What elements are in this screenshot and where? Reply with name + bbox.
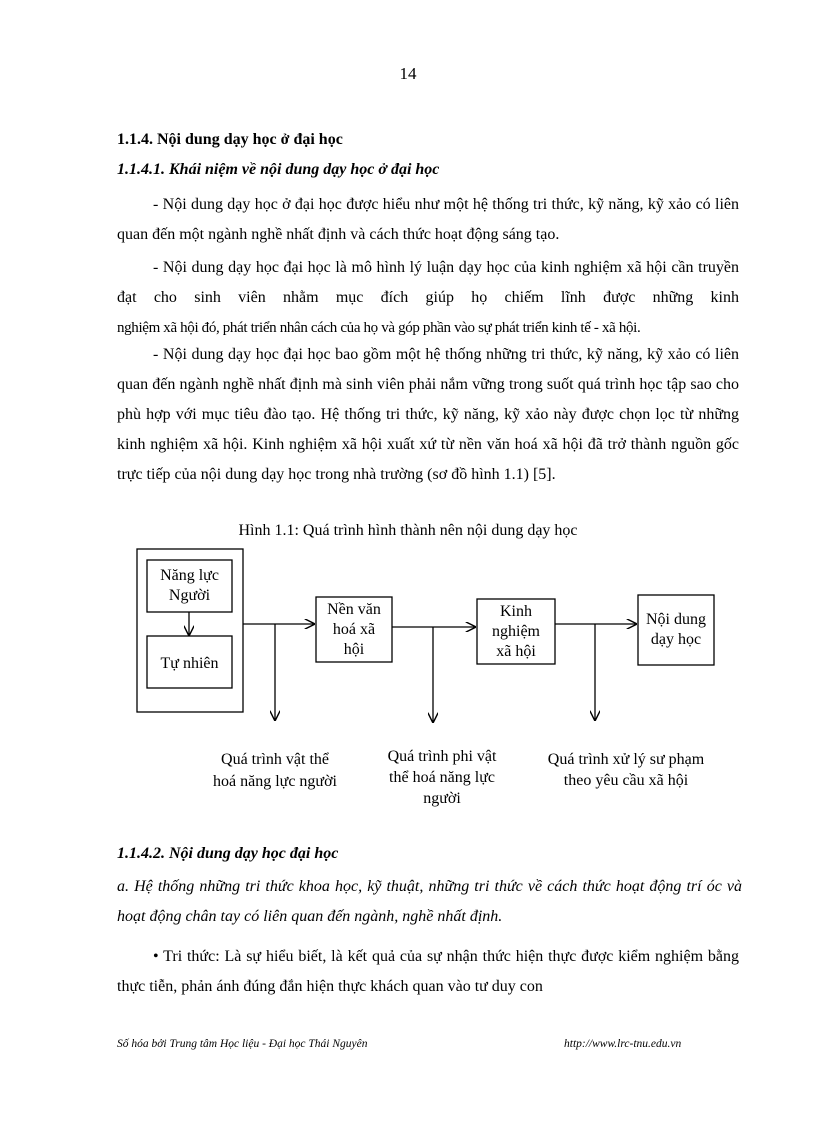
- process-label-3-line1: Quá trình xử lý sư phạm: [547, 751, 705, 768]
- box-noi-dung-line2: dạy học: [650, 631, 702, 648]
- box-noi-dung-line1: Nội dung: [646, 611, 706, 628]
- box-kinh-nghiem-line1: Kinh: [500, 603, 532, 620]
- paragraph-2-continued: nghiệm xã hội đó, phát triển nhân cách của họ và góp phần vào sự phát triển kinh tế - xã hội.: [117, 320, 641, 336]
- subsection-heading-1: 1.1.4.1. Khái niệm về nội dung dạy học ở đại học: [117, 161, 440, 178]
- box-nang-luc-line1: Năng lực: [160, 567, 219, 584]
- paragraph-3: - Nội dung dạy học đại học bao gồm một hệ thống những tri thức, kỹ năng, kỹ xảo có liên quan đến ngành nghề nhất định mà sinh viên phải nắm vững trong suốt quá trình học tập sao cho phù hợp với mục tiêu đào tạo. Hệ thống tri thức, kỹ năng, kỹ xảo này được chọn lọc từ những kinh nghiệm xã hội. Kinh nghiệm xã hội xuất xứ từ nền văn hoá xã hội đã trở thành nguồn gốc trực tiếp của nội dung dạy học trong nhà trường (sơ đồ hình 1.1) [5].: [117, 346, 739, 483]
- box-nen-van-hoa-line3: hội: [343, 641, 365, 658]
- box-nen-van-hoa-line1: Nền văn: [327, 601, 381, 618]
- paragraph-2: - Nội dung dạy học đại học là mô hình lý luận dạy học của kinh nghiệm xã hội cần truyền đạt cho sinh viên nhằm mục đích giúp họ chiếm lĩnh được những kinh: [117, 259, 739, 306]
- process-label-1-line1: Quá trình vật thể: [221, 751, 329, 768]
- process-label-3-line2: theo yêu cầu xã hội: [563, 772, 689, 789]
- process-label-2-line3: người: [423, 790, 461, 807]
- process-label-1-line2: hoá năng lực người: [213, 773, 337, 790]
- content-formation-diagram: [0, 540, 816, 830]
- figure-caption: Hình 1.1: Quá trình hình thành nên nội dung dạy học: [238, 522, 578, 539]
- footer-right: http://www.lrc-tnu.edu.vn: [564, 1038, 682, 1050]
- bullet-paragraph: • Tri thức: Là sự hiểu biết, là kết quả của sự nhận thức hiện thực được kiểm nghiệm bằng thực tiễn, phản ánh đúng đắn hiện thực khách quan vào tư duy con: [117, 948, 739, 995]
- subsection-heading-2: 1.1.4.2. Nội dung dạy học đại học: [117, 845, 339, 862]
- box-noi-dung-day-hoc: [638, 595, 714, 665]
- process-label-2-line1: Quá trình phi vật: [387, 748, 497, 765]
- section-heading: 1.1.4. Nội dung dạy học ở đại học: [117, 131, 343, 148]
- page-number: 14: [399, 64, 417, 83]
- box-tu-nhien-label: Tự nhiên: [160, 655, 219, 672]
- box-kinh-nghiem-line2: nghiệm: [492, 623, 540, 640]
- paragraph-1: - Nội dung dạy học ở đại học được hiểu như một hệ thống tri thức, kỹ năng, kỹ xảo có liên quan đến một ngành nghề nhất định và cách thức hoạt động sáng tạo.: [117, 196, 739, 243]
- process-label-2-line2: thể hoá năng lực: [389, 769, 495, 786]
- box-kinh-nghiem-line3: xã hội: [496, 643, 536, 660]
- box-nang-luc-line2: Người: [168, 587, 211, 604]
- footer-left: Số hóa bởi Trung tâm Học liệu - Đại học Thái Nguyên: [117, 1038, 368, 1050]
- item-a: a. Hệ thống những tri thức khoa học, kỹ thuật, những tri thức về cách thức hoạt động trí óc và hoạt động chân tay có liên quan đến ngành, nghề nhất định.: [117, 878, 742, 925]
- box-nen-van-hoa-line2: hoá xã: [332, 621, 376, 638]
